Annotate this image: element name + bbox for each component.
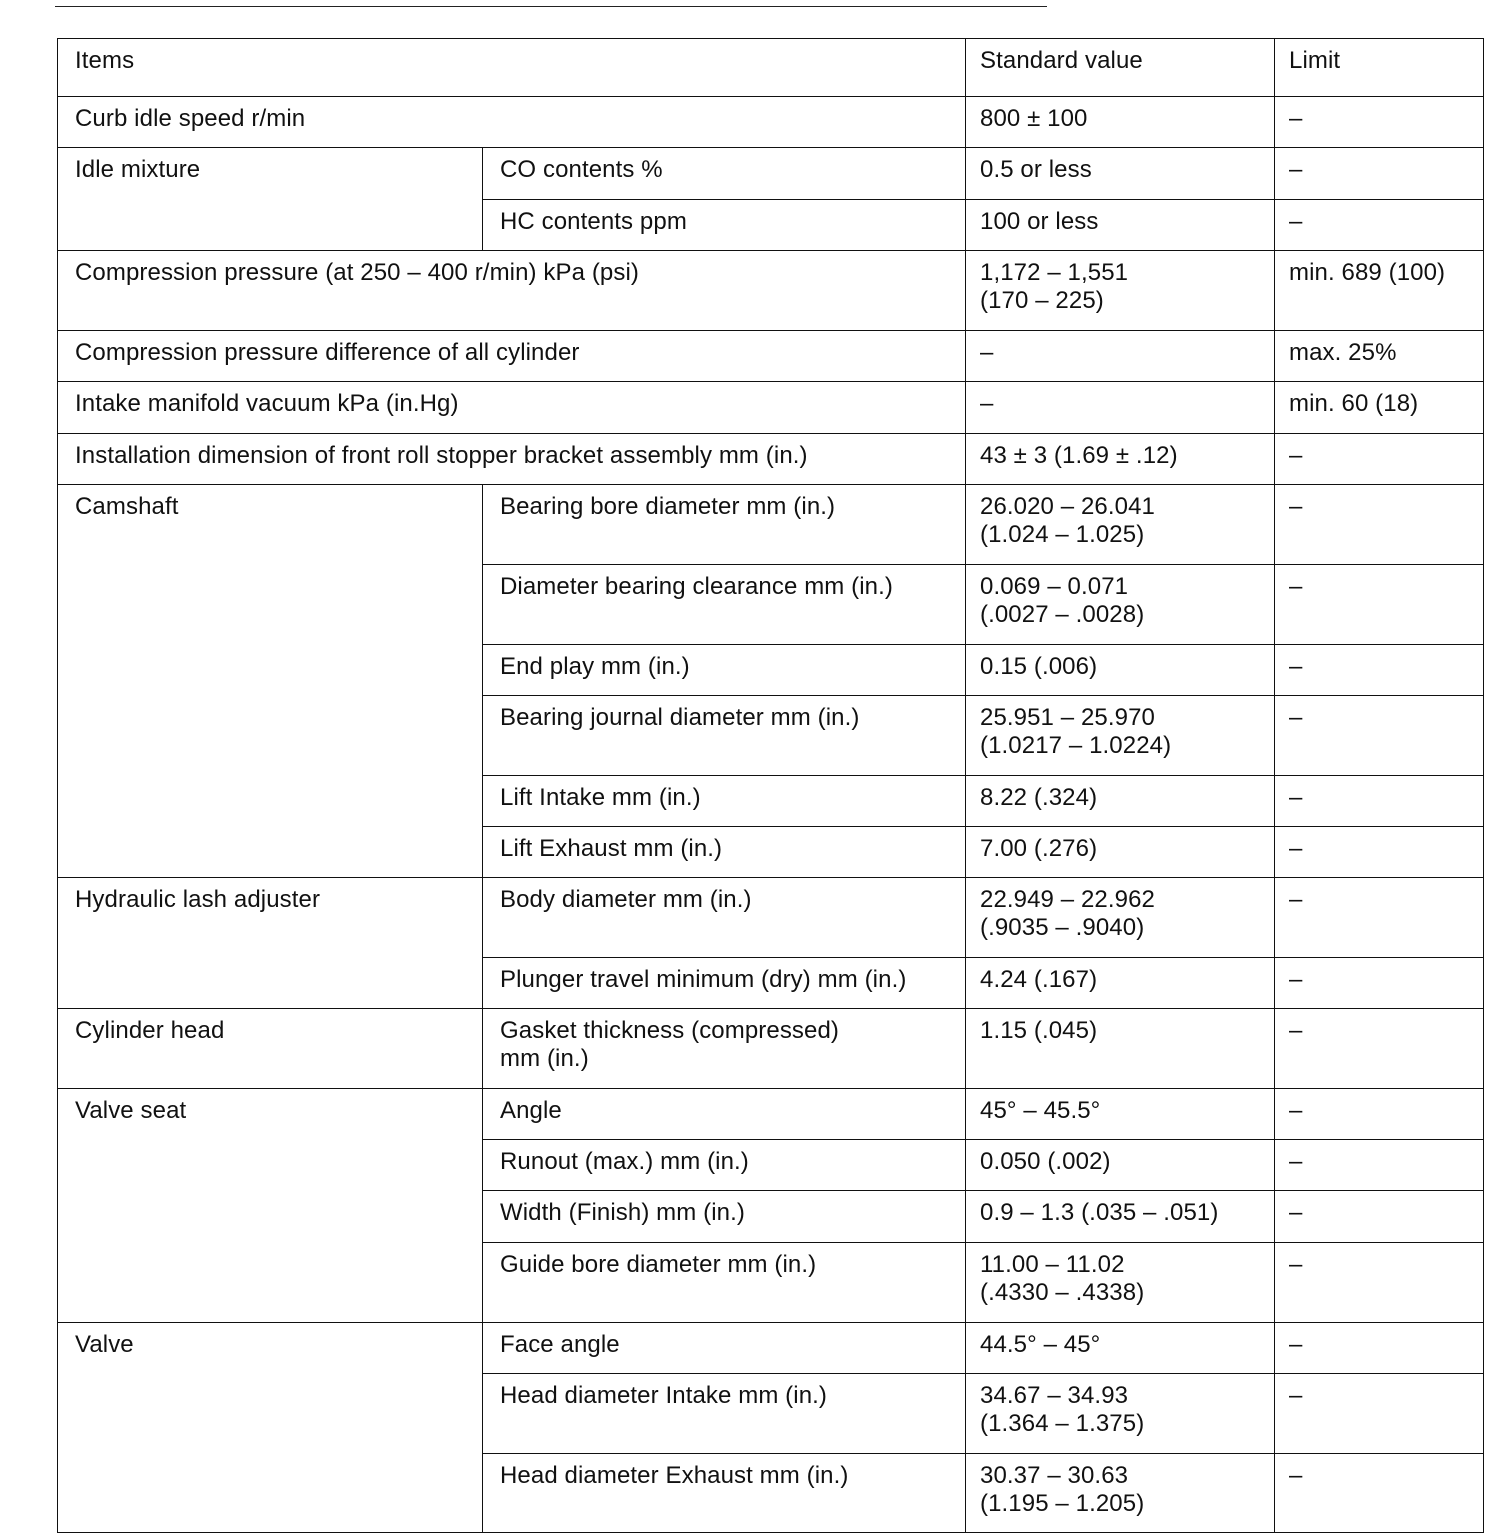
table-row: [58, 1009, 1484, 1089]
standard-value-cell: 11.00 – 11.02 (.4330 – .4338): [966, 1243, 1275, 1323]
standard-value-cell: 30.37 – 30.63 (1.195 – 1.205): [966, 1454, 1275, 1533]
limit-cell: –: [1275, 434, 1484, 485]
standard-value-cell: –: [966, 382, 1275, 434]
item-cell: Head diameter Intake mm (in.): [483, 1374, 966, 1454]
limit-cell: –: [1275, 1089, 1484, 1140]
engine-spec-table: [57, 38, 1484, 1533]
item-cell: Lift Intake mm (in.): [483, 776, 966, 827]
limit-cell: –: [1275, 1454, 1484, 1533]
limit-cell: –: [1275, 485, 1484, 565]
group-cell: Camshaft: [58, 485, 483, 878]
limit-cell: –: [1275, 1323, 1484, 1374]
limit-cell: –: [1275, 1191, 1484, 1243]
table-row: [58, 148, 1484, 200]
standard-value-cell: 0.9 – 1.3 (.035 – .051): [966, 1191, 1275, 1243]
item-cell: Bearing journal diameter mm (in.): [483, 696, 966, 776]
item-cell: Head diameter Exhaust mm (in.): [483, 1454, 966, 1533]
table-row: [58, 1089, 1484, 1140]
group-cell: Hydraulic lash adjuster: [58, 878, 483, 1009]
standard-value-cell: 34.67 – 34.93 (1.364 – 1.375): [966, 1374, 1275, 1454]
table-row: [58, 1323, 1484, 1374]
item-cell: Plunger travel minimum (dry) mm (in.): [483, 958, 966, 1009]
table-row: [58, 485, 1484, 565]
item-cell: Diameter bearing clearance mm (in.): [483, 565, 966, 645]
limit-cell: –: [1275, 958, 1484, 1009]
table-row: [58, 434, 1484, 485]
limit-cell: min. 689 (100): [1275, 251, 1484, 331]
standard-value-cell: 8.22 (.324): [966, 776, 1275, 827]
item-cell: Runout (max.) mm (in.): [483, 1140, 966, 1191]
header-limit: Limit: [1275, 39, 1484, 97]
limit-cell: –: [1275, 565, 1484, 645]
table-row: [58, 331, 1484, 382]
item-cell: Compression pressure (at 250 – 400 r/min) kPa (psi): [58, 251, 966, 331]
standard-value-cell: 1,172 – 1,551 (170 – 225): [966, 251, 1275, 331]
item-cell: HC contents ppm: [483, 200, 966, 251]
limit-cell: –: [1275, 1243, 1484, 1323]
standard-value-cell: 44.5° – 45°: [966, 1323, 1275, 1374]
standard-value-cell: 45° – 45.5°: [966, 1089, 1275, 1140]
standard-value-cell: 7.00 (.276): [966, 827, 1275, 878]
standard-value-cell: 4.24 (.167): [966, 958, 1275, 1009]
limit-cell: min. 60 (18): [1275, 382, 1484, 434]
item-cell: Lift Exhaust mm (in.): [483, 827, 966, 878]
limit-cell: –: [1275, 645, 1484, 696]
table-row: [58, 97, 1484, 148]
group-cell: Cylinder head: [58, 1009, 483, 1089]
table-row: [58, 878, 1484, 958]
item-cell: Curb idle speed r/min: [58, 97, 966, 148]
standard-value-cell: 43 ± 3 (1.69 ± .12): [966, 434, 1275, 485]
standard-value-cell: 1.15 (.045): [966, 1009, 1275, 1089]
table-row: [58, 251, 1484, 331]
group-cell: Valve: [58, 1323, 483, 1533]
standard-value-cell: 26.020 – 26.041 (1.024 – 1.025): [966, 485, 1275, 565]
item-cell: Gasket thickness (compressed) mm (in.): [483, 1009, 966, 1089]
top-rule: [55, 6, 1047, 7]
item-cell: Bearing bore diameter mm (in.): [483, 485, 966, 565]
item-cell: CO contents %: [483, 148, 966, 200]
item-cell: Intake manifold vacuum kPa (in.Hg): [58, 382, 966, 434]
limit-cell: –: [1275, 878, 1484, 958]
table-row: [58, 382, 1484, 434]
item-cell: Face angle: [483, 1323, 966, 1374]
standard-value-cell: –: [966, 331, 1275, 382]
limit-cell: –: [1275, 200, 1484, 251]
limit-cell: max. 25%: [1275, 331, 1484, 382]
item-cell: Installation dimension of front roll stopper bracket assembly mm (in.): [58, 434, 966, 485]
item-cell: Angle: [483, 1089, 966, 1140]
standard-value-cell: 0.5 or less: [966, 148, 1275, 200]
header-items: Items: [58, 39, 966, 97]
item-cell: Guide bore diameter mm (in.): [483, 1243, 966, 1323]
limit-cell: –: [1275, 1140, 1484, 1191]
standard-value-cell: 25.951 – 25.970 (1.0217 – 1.0224): [966, 696, 1275, 776]
standard-value-cell: 0.15 (.006): [966, 645, 1275, 696]
limit-cell: –: [1275, 776, 1484, 827]
limit-cell: –: [1275, 1009, 1484, 1089]
item-cell: Width (Finish) mm (in.): [483, 1191, 966, 1243]
limit-cell: –: [1275, 97, 1484, 148]
group-cell: Idle mixture: [58, 148, 483, 251]
group-cell: Valve seat: [58, 1089, 483, 1323]
limit-cell: –: [1275, 696, 1484, 776]
table-header-row: [58, 39, 1484, 97]
standard-value-cell: 800 ± 100: [966, 97, 1275, 148]
header-standard-value: Standard value: [966, 39, 1275, 97]
limit-cell: –: [1275, 827, 1484, 878]
item-cell: Compression pressure difference of all cylinder: [58, 331, 966, 382]
item-cell: End play mm (in.): [483, 645, 966, 696]
standard-value-cell: 0.050 (.002): [966, 1140, 1275, 1191]
standard-value-cell: 100 or less: [966, 200, 1275, 251]
standard-value-cell: 22.949 – 22.962 (.9035 – .9040): [966, 878, 1275, 958]
limit-cell: –: [1275, 1374, 1484, 1454]
limit-cell: –: [1275, 148, 1484, 200]
item-cell: Body diameter mm (in.): [483, 878, 966, 958]
standard-value-cell: 0.069 – 0.071 (.0027 – .0028): [966, 565, 1275, 645]
